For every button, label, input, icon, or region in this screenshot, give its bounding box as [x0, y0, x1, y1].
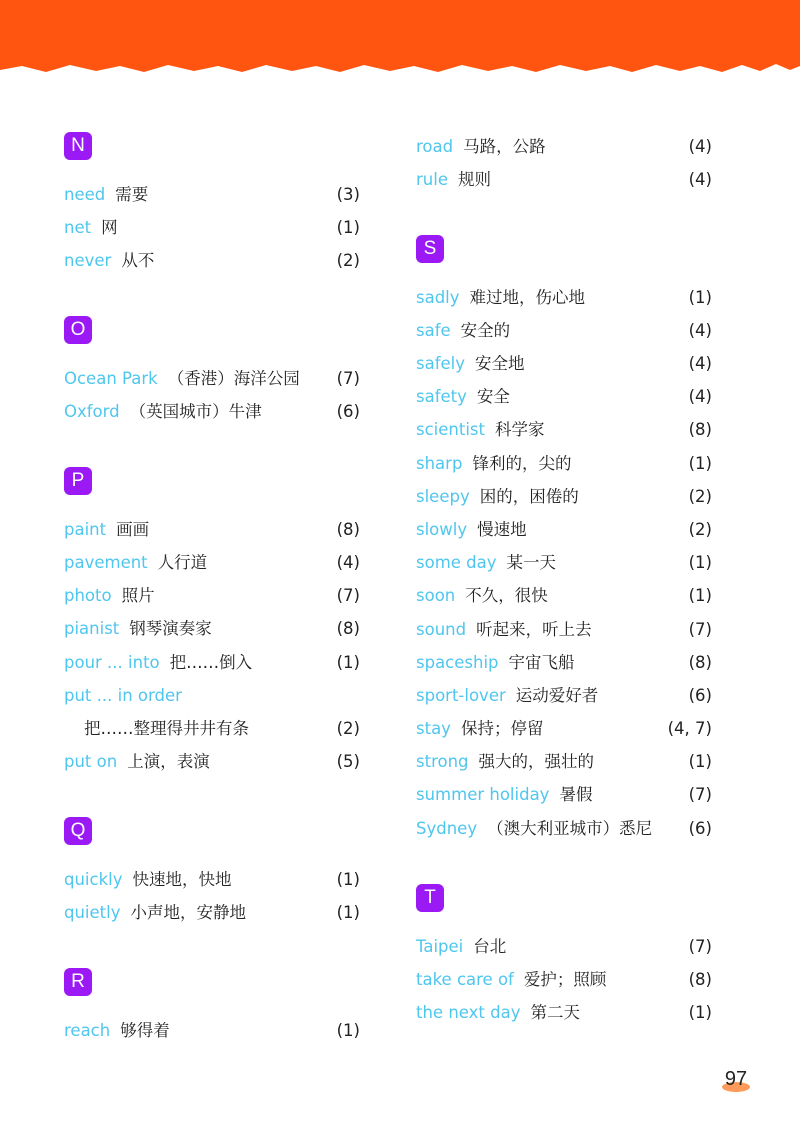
section-badge-s: S [416, 235, 444, 263]
entry-sound: sound 听起来，听上去 (7) [416, 620, 712, 639]
entry-reach: reach 够得着 (1) [64, 1021, 360, 1040]
entry-spaceship: spaceship 宇宙飞船 (8) [416, 653, 712, 672]
page-number-area [716, 1062, 756, 1102]
entry-quickly: quickly 快速地，快地 (1) [64, 870, 360, 889]
entry-scientist: scientist 科学家 (8) [416, 420, 712, 439]
entry-rule: rule 规则 (4) [416, 170, 712, 189]
entry-put-in-order: put ... in order [64, 686, 182, 705]
entry-sleepy: sleepy 困的，困倦的 (2) [416, 487, 712, 506]
entry-net: net 网 (1) [64, 218, 360, 237]
entry-the-next-day: the next day 第二天 (1) [416, 1003, 712, 1022]
entry-pianist: pianist 钢琴演奏家 (8) [64, 619, 360, 638]
entry-take-care-of: take care of 爱护；照顾 (8) [416, 970, 712, 989]
entry-sadly: sadly 难过地，伤心地 (1) [416, 288, 712, 307]
entry-sharp: sharp 锋利的，尖的 (1) [416, 454, 712, 473]
entry-soon: soon 不久，很快 (1) [416, 586, 712, 605]
entry-safely: safely 安全地 (4) [416, 354, 712, 373]
page-number: 97 [724, 1068, 748, 1090]
entry-pour-into: pour ... into 把……倒入 (1) [64, 653, 360, 672]
entry-safety: safety 安全 (4) [416, 387, 712, 406]
entry-slowly: slowly 慢速地 (2) [416, 520, 712, 539]
entry-safe: safe 安全的 (4) [416, 321, 712, 340]
entry-sydney: Sydney （澳大利亚城市）悉尼 (6) [416, 819, 712, 838]
entry-some-day: some day 某一天 (1) [416, 553, 712, 572]
section-badge-t: T [416, 884, 444, 912]
entry-quietly: quietly 小声地，安静地 (1) [64, 903, 360, 922]
entry-need: need 需要 (3) [64, 185, 360, 204]
entry-road: road 马路，公路 (4) [416, 137, 712, 156]
section-badge-q: Q [64, 817, 92, 845]
section-badge-n: N [64, 132, 92, 160]
entry-put-on: put on 上演，表演 (5) [64, 752, 360, 771]
section-badge-o: O [64, 316, 92, 344]
entry-oxford: Oxford （英国城市）牛津 (6) [64, 402, 360, 421]
entry-never: never 从不 (2) [64, 251, 360, 270]
top-orange-band [0, 0, 800, 80]
section-badge-p: P [64, 467, 92, 495]
entry-stay: stay 保持；停留 (4, 7) [416, 719, 712, 738]
entry-pavement: pavement 人行道 (4) [64, 553, 360, 572]
entry-put-in-order-meaning: 把……整理得井井有条 (2) [84, 719, 360, 738]
entry-paint: paint 画画 (8) [64, 520, 360, 539]
entry-taipei: Taipei 台北 (7) [416, 937, 712, 956]
entry-ocean-park: Ocean Park （香港）海洋公园 (7) [64, 369, 360, 388]
entry-strong: strong 强大的，强壮的 (1) [416, 752, 712, 771]
entry-sport-lover: sport-lover 运动爱好者 (6) [416, 686, 712, 705]
entry-summer-holiday: summer holiday 暑假 (7) [416, 785, 712, 804]
section-badge-r: R [64, 968, 92, 996]
entry-photo: photo 照片 (7) [64, 586, 360, 605]
